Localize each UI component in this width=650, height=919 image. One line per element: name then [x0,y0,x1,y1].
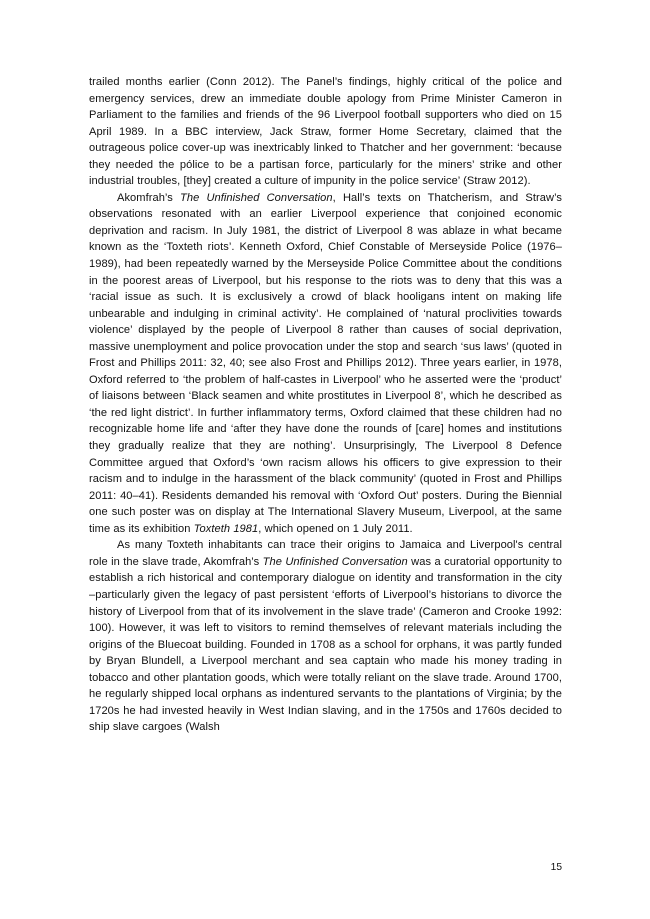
paragraph-run-text: , Hall’s texts on Thatcherism, and Straw’s observations resonated with an earlier Liverpool experience that conjoined economic deprivation and racism. In July 1981, the district of Liverpool 8 was ablaze in what became known as the ‘Toxteth riots’. Kenneth Oxford, Chief Constable of Merseyside Police (1976–1989), had been repeatedly warned by the Merseyside Police Committee about the conditions in the poorest areas of Liverpool, but his response to the riots was to deny that this was a ‘racial issue as such. It is exclusively a crowd of black hooligans intent on making life unbearable and indulging in criminal activity’. He complained of ‘natural proclivities towards violence’ displayed by the people of Liverpool 8 rather than causes of social deprivation, massive unemployment and police provocation under the stop and search ‘sus laws’ (quoted in Frost and Phillips 2011: 32, 40; see also Frost and Phillips 2012). Three years earlier, in 1978, Oxford referred to ‘the problem of half-castes in Liverpool’ who he asserted were the ‘product’ of liaisons between ‘Black seamen and white prostitutes in Liverpool 8’, which he described as ‘the red light district’. In further inflammatory terms, Oxford claimed that these children had no recognizable home life and ‘after they have done the rounds of [care] homes and institutions they gradually realize that they are nothing’. Unsurprisingly, The Liverpool 8 Defence Committee argued that Oxford’s ‘own racism allows his officers to give expression to their racism and to indulge in the harassment of the black community’ (quoted in Frost and Phillips 2011: 40–41). Residents demanded his removal with ‘Oxford Out’ posters. During the Biennial one such poster was on display at The International Slavery Museum, Liverpool, at the same time as its exhibition [89,191,562,535]
paragraph-bluecoat-history [89,537,562,736]
paragraph-hillsborough-panel [89,74,562,190]
paragraph-run-text: trailed months earlier (Conn 2012). The Panel’s findings, highly critical of the police and emergency services, drew an immediate double apology from Prime Minister Cameron in Parliament to the families and friends of the 96 Liverpool football supporters who died on 15 April 1989. In a BBC interview, Jack Straw, former Home Secretary, claimed that the outrageous police cover-up was inextricably linked to Thatcher and her government: ‘because they needed the pólice to be a partisan force, particularly for the miners’ strike and other industrial troubles, [they] created a culture of impunity in the police service’ (Straw 2012). [89,76,562,188]
paragraph-run-text: , which opened on 1 July 2011. [258,522,413,535]
title-toxteth-1981: Toxteth 1981 [193,522,259,535]
paragraph-run-text: was a curatorial opportunity to establish a rich historical and contemporary dialogue on identity and transformation in the city –particularly given the legacy of past persistent ‘efforts of Liverpool’s historians to divorce the history of Liverpool from that of its involvement in the slave trade’ (Cameron and Crooke 1992: 100). However, it was left to visitors to remind themselves of relevant materials including the origins of the Bluecoat building. Founded in 1708 as a school for orphans, it was partly funded by Bryan Blundell, a Liverpool merchant and sea captain who made his money trading in tobacco and other plantation goods, which were totally reliant on the slave trade. Around 1700, he regularly shipped local orphans as indentured servants to the plantations of Virginia; by the 1720s he had invested heavily in West Indian slaving, and in the 1750s and 1760s decided to ship slave cargoes (Walsh [89,555,562,734]
page-number: 15 [550,862,562,873]
paragraph-run-text: Akomfrah’s [117,191,181,204]
paragraph-run-text: As many Toxteth inhabitants can trace their origins to Jamaica and Liverpool's central role in the slave trade, Akomfrah’s [89,539,562,568]
body-text-column [89,74,562,736]
paragraph-toxteth-riots [89,190,562,537]
title-unfinished-conversation: The Unfinished Conversation [180,191,333,204]
title-unfinished-conversation: The Unfinished Conversation [262,555,408,568]
